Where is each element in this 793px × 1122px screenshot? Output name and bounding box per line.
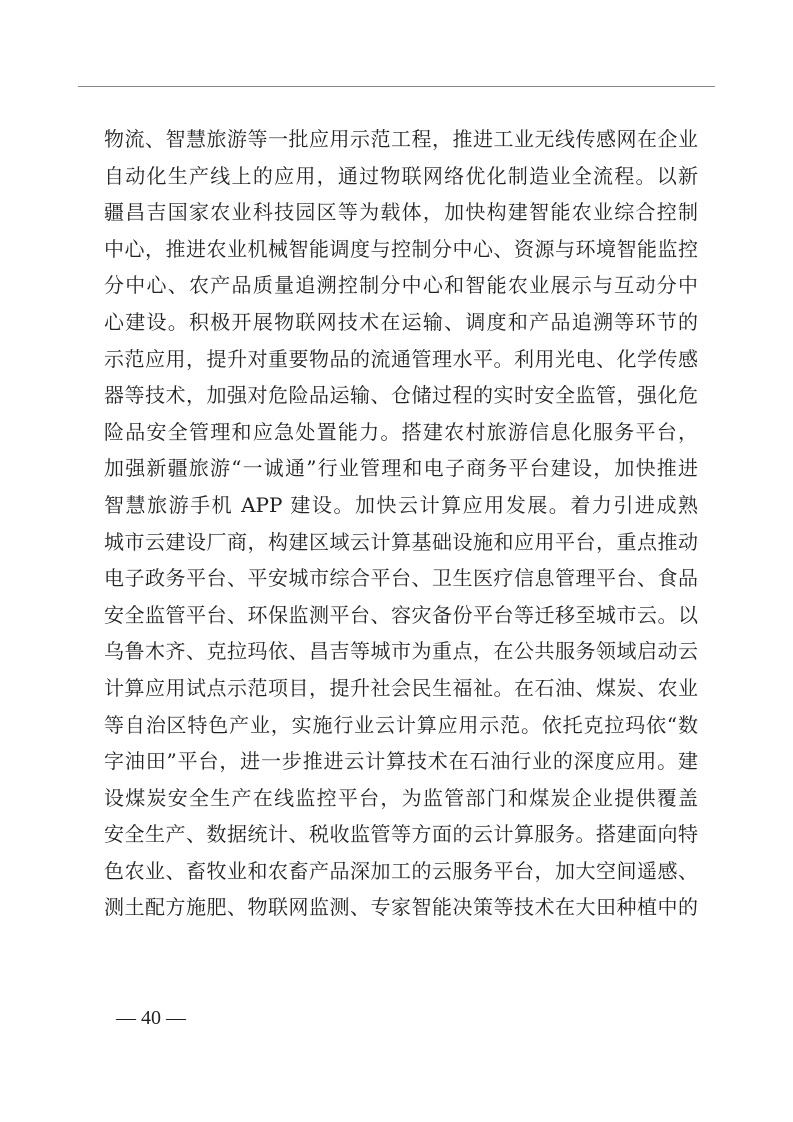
body-text (104, 121, 698, 926)
text-line: 安全监管平台、环保监测平台、容灾备份平台等迁移至城市云。以 (104, 602, 698, 627)
text-line: 智慧旅游手机 APP 建设。加快云计算应用发展。着力引进成熟 (104, 492, 698, 517)
text-line: 计算应用试点示范项目，提升社会民生福祉。在石油、煤炭、农业 (104, 675, 698, 700)
text-line: 分中心、农产品质量追溯控制分中心和智能农业展示与互动分中 (104, 273, 698, 298)
text-line: 器等技术，加强对危险品运输、仓储过程的实时安全监管，强化危 (104, 383, 698, 408)
text-line: 疆昌吉国家农业科技园区等为载体，加快构建智能农业综合控制 (104, 200, 698, 225)
text-line: 物流、智慧旅游等一批应用示范工程，推进工业无线传感网在企业 (104, 127, 698, 151)
text-line: 电子政务平台、平安城市综合平台、卫生医疗信息管理平台、食品 (104, 566, 698, 591)
page-number: — 40 — (116, 1007, 186, 1029)
text-line: 心建设。积极开展物联网技术在运输、调度和产品追溯等环节的 (104, 309, 698, 334)
text-line: 中心，推进农业机械智能调度与控制分中心、资源与环境智能监控 (104, 236, 698, 261)
text-line: 安全生产、数据统计、税收监管等方面的云计算服务。搭建面向特 (104, 822, 698, 847)
text-line: 色农业、畜牧业和农畜产品深加工的云服务平台，加大空间遥感、 (104, 858, 698, 883)
text-line: 设煤炭安全生产在线监控平台，为监管部门和煤炭企业提供覆盖 (104, 785, 698, 810)
text-line: 自动化生产线上的应用，通过物联网络优化制造业全流程。以新 (104, 163, 698, 188)
text-line: 城市云建设厂商，构建区域云计算基础设施和应用平台，重点推动 (104, 529, 698, 554)
text-line: 字油田”平台，进一步推进云计算技术在石油行业的深度应用。建 (104, 749, 698, 774)
text-line: 测土配方施肥、物联网监测、专家智能决策等技术在大田种植中的 (104, 895, 698, 920)
header-rule (78, 86, 715, 87)
text-line: 示范应用，提升对重要物品的流通管理水平。利用光电、化学传感 (104, 346, 698, 371)
text-line: 加强新疆旅游“一诚通”行业管理和电子商务平台建设，加快推进 (104, 456, 698, 481)
text-line: 乌鲁木齐、克拉玛依、昌吉等城市为重点，在公共服务领域启动云 (104, 639, 698, 664)
text-line: 险品安全管理和应急处置能力。搭建农村旅游信息化服务平台， (104, 419, 698, 444)
text-line: 等自治区特色产业，实施行业云计算应用示范。依托克拉玛依“数 (104, 712, 698, 737)
